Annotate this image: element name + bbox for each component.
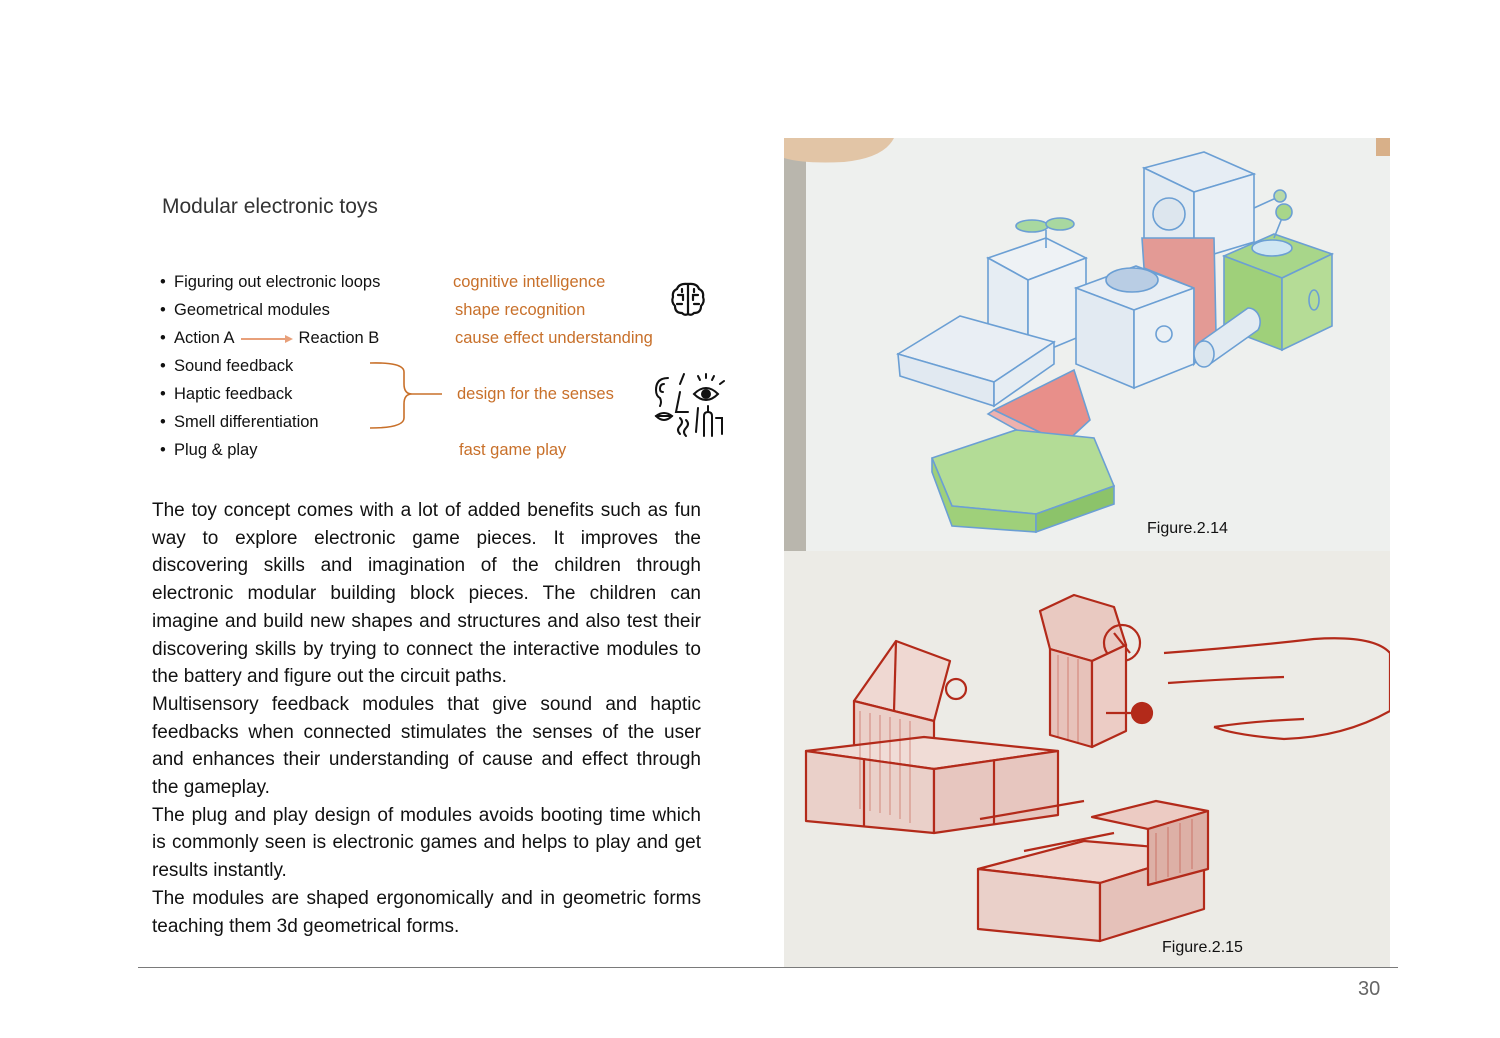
- footer-divider: [138, 967, 1398, 968]
- benefit-label: design for the senses: [457, 385, 614, 403]
- red-pencil-sketch: [784, 551, 1390, 967]
- blue-pencil-sketch: [784, 138, 1390, 551]
- bullet-item: • Haptic feedback: [160, 385, 293, 403]
- paragraph: The plug and play design of modules avoids booting time which is commonly seen is electronic games and helps to play and get results instantly.: [152, 804, 701, 882]
- brain-icon: [669, 280, 707, 318]
- bullet-item: • Action A Reaction B: [160, 329, 380, 347]
- benefit-label: shape recognition: [455, 301, 586, 319]
- benefit-label: cause effect understanding: [455, 329, 653, 347]
- bullet-item: • Plug & play: [160, 441, 258, 459]
- bullet-text: Sound feedback: [174, 357, 294, 375]
- bullet-text: Smell differentiation: [174, 413, 319, 431]
- bullet-text: Action A: [174, 329, 235, 347]
- paragraph: Multisensory feedback modules that give sound and haptic feedbacks when connected stimulates the senses of the user and enhances their understanding of cause and effect through the gameplay.: [152, 693, 701, 799]
- benefit-label: fast game play: [459, 441, 567, 459]
- page-number: 30: [1358, 978, 1381, 1000]
- paragraph: The modules are shaped ergonomically and in geometric forms teaching them 3d geometrical forms.: [152, 887, 701, 937]
- section-title: Modular electronic toys: [162, 195, 378, 218]
- figure-caption: Figure.2.15: [1162, 939, 1243, 956]
- bullet-text: Geometrical modules: [174, 301, 330, 319]
- bullet-text-after: Reaction B: [298, 329, 380, 347]
- paragraph: The toy concept comes with a lot of added benefits such as fun way to explore electronic game pieces. It improves the discovering skills and imagination of the children through electronic modular building block pieces. The children can imagine and build new shapes and structures and also test their discovering skills by trying to connect the interactive modules to the battery and figure out the circuit paths.: [152, 500, 701, 688]
- bullet-item: • Figuring out electronic loops: [160, 273, 381, 291]
- figure-2-14-sketch: [784, 138, 1390, 551]
- body-text: [152, 497, 701, 940]
- bullet-item: • Smell differentiation: [160, 413, 319, 431]
- bullet-text: Plug & play: [174, 441, 258, 459]
- bullet-text: Figuring out electronic loops: [174, 273, 381, 291]
- arrow-right-icon: [239, 334, 295, 344]
- senses-brace: [366, 360, 446, 432]
- figure-caption: Figure.2.14: [1147, 520, 1228, 537]
- figure-2-15-sketch: [784, 551, 1390, 967]
- bullet-item: • Sound feedback: [160, 357, 294, 375]
- bullet-text: Haptic feedback: [174, 385, 293, 403]
- senses-icon: [648, 372, 728, 440]
- bullet-item: • Geometrical modules: [160, 301, 330, 319]
- benefit-label: cognitive intelligence: [453, 273, 606, 291]
